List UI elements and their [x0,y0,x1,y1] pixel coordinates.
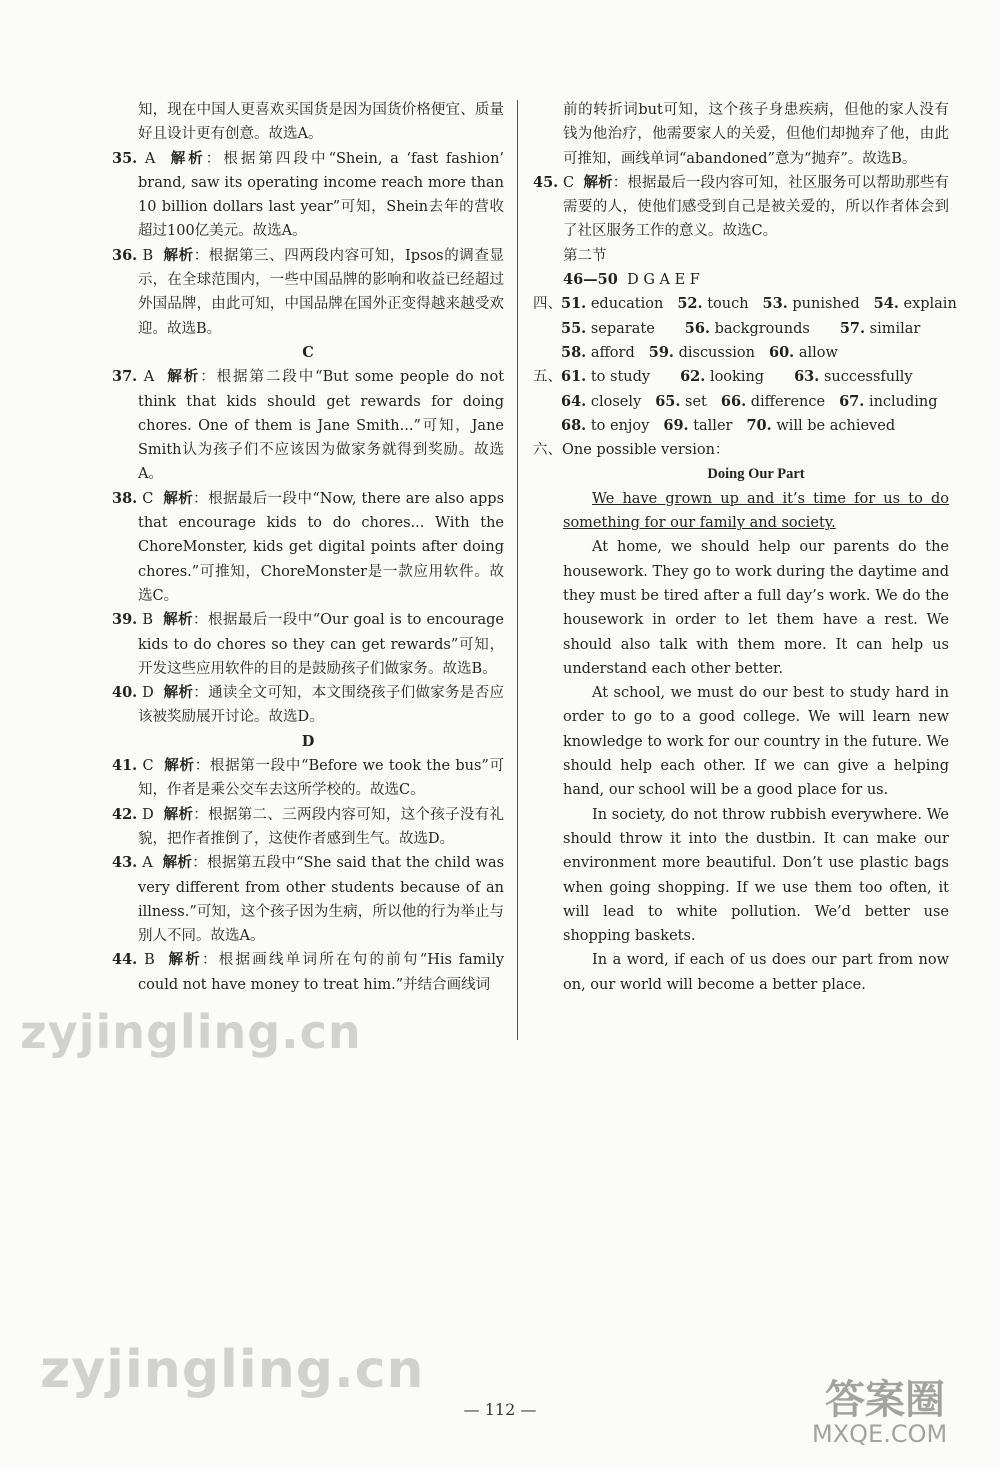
essay-paragraph-1: We have grown up and it’s time for us to do something for our family and society. [563,490,949,532]
watermark-site-top: zyjingling.cn [20,1005,362,1059]
continued-explanation-44: 前的转折词but可知，这个孩子身患疾病，但他的家人没有钱为他治疗，他需要家人的关爱，但他们却抛弃了他，由此可推知，画线单词“abandoned”意为“抛弃”。故选B。 [563,102,949,167]
essay-title: Doing Our Part [707,466,805,483]
continued-explanation-34: 知，现在中国人更喜欢买国货是因为国货价格便宜、质量好且设计更有创意。故选A。 [138,102,504,143]
part4-line2: 55. separate 56. backgrounds 57. similar [561,319,921,337]
section-two-heading: 第二节 [563,247,607,264]
essay-paragraph-2: At home, we should help our parents do the housework. They go to work during the daytime and they must be tired after a full day’s work. We do the housework in order to let them have a rest. We should also talk with them more. It can help us understand each other better. [563,539,949,677]
question-42: 42. D 解析：根据第二、三两段内容可知，这个孩子没有礼貌，把作者推倒了，这使作者感到生气。故选D。 [112,805,505,847]
question-38: 38. C 解析：根据最后一段中“Now, there are also apps that encourage kids to do chores... With the ChoreMonster, kids get digital points after doing chores.”可推知，ChoreMonster是一款应用软件。故选C。 [112,489,505,604]
question-35: 35. A 解析：根据第四段中“Shein, a ‘fast fashion’ brand, saw its operating income reach more than 10 billion dollars last year”可知，Shein去年的营收超过100亿美元。故选A。 [112,149,505,240]
part6-intro: 六、One possible version： [533,442,730,459]
part4-line3: 58. afford 59. discussion 60. allow [561,343,838,361]
part5-line3: 68. to enjoy 69. taller 70. will be achieved [561,416,896,434]
question-40: 40. D 解析：通读全文可知，本文围绕孩子们做家务是否应该被奖励展开讨论。故选D。 [112,684,505,726]
question-45: 45. C 解析：根据最后一段内容可知，社区服务可以帮助那些有需要的人，使他们感受到自己是被关爱的，所以作者体会到了社区服务工作的意义。故选C。 [533,173,950,240]
watermark-site-bottom: zyjingling.cn [40,1340,425,1400]
section-heading-c: C [302,343,314,361]
question-37: 37. A 解析：根据第二段中“But some people do not think that kids should get rewards for doing chores. One of them is Jane Smith...”可知，Jane Smith认为孩子们不应该因为做家务就得到奖励。故选A。 [112,368,505,483]
question-36: 36. B 解析：根据第三、四两段内容可知，Ipsos的调查显示，在全球范围内，一些中国品牌的影响和收益已经超过外国品牌，由此可知，中国品牌在国外正变得越来越受欢迎。故选B。 [112,246,504,337]
essay [533,462,949,997]
section-heading-d: D [301,732,315,750]
question-41: 41. C 解析：根据第一段中“Before we took the bus”可知，作者是乘公交车去这所学校的。故选C。 [112,757,505,799]
part4-line1: 四、51. education 52. touch 53. punished 54. explain [533,295,957,313]
page-number: — 112 — [463,1400,537,1419]
left-column [112,98,504,997]
answers-46-50: 46—50 D G A E F [563,271,700,289]
question-39: 39. B 解析：根据最后一段中“Our goal is to encourage kids to do chores so they can get rewards”可知，开发这些应用软件的目的是鼓励孩子们做家务。故选B。 [112,611,505,677]
question-44: 44. B 解析：根据画线单词所在句的前句“His family could not have money to treat him.”并结合画线词 [112,951,505,993]
essay-paragraph-5: In a word, if each of us does our part from now on, our world will become a better place. [563,952,949,993]
essay-paragraph-3: At school, we must do our best to study hard in order to go to a good college. We will learn new knowledge to work for our country in the future. We should help each other. If we can give a helping hand, our school will be a good place for us. [563,685,949,799]
watermark-logo-url: MXQE.COM [812,1420,948,1448]
part5-line1: 五、61. to study 62. looking 63. successfully [533,368,913,386]
part5-line2: 64. closely 65. set 66. difference 67. including [561,392,938,410]
right-column [533,98,957,997]
watermark-logo: 答案圈 [825,1377,945,1423]
question-43: 43. A 解析：根据第五段中“She said that the child was very different from other students because of an illness.”可知，这个孩子因为生病，所以他的行为举止与别人不同。故选A。 [112,854,505,945]
essay-paragraph-4: In society, do not throw rubbish everywhere. We should throw it into the dustbin. It can make our environment more beautiful. Don’t use plastic bags when going shopping. If we use them too often, it will lead to white pollution. We’d better use shopping baskets. [563,806,949,945]
column-divider [517,100,518,1040]
